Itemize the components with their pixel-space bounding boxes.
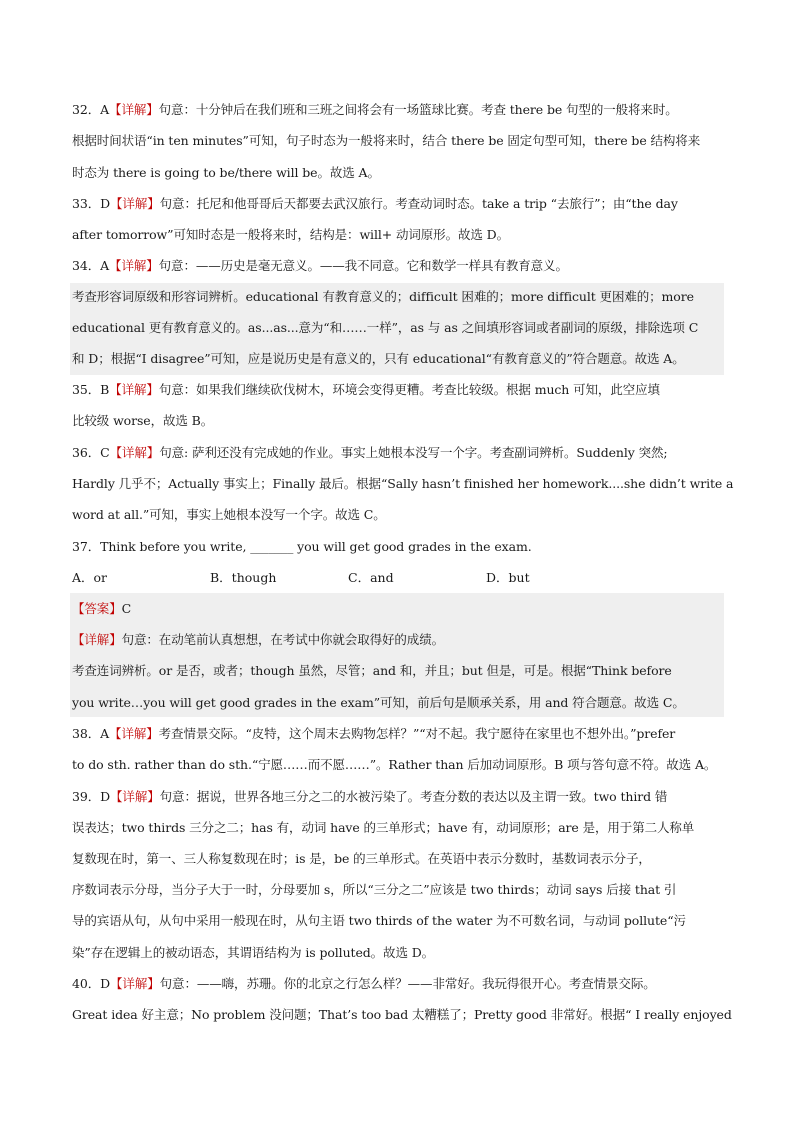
section-tag: 【详解】 (110, 789, 160, 804)
line-text: 37．Think before you write, _______ you will get good grades in the exam. (72, 539, 532, 554)
text-line (72, 319, 698, 337)
text-line (72, 1006, 732, 1024)
text-line (72, 101, 678, 119)
text-line (72, 850, 651, 868)
line-text: Hardly 几乎不；Actually 事实上；Finally 最后。根据“Sally hasn’t finished her homework....she didn’t write a (72, 476, 734, 491)
line-text: 复数现在时，第一、三人称复数现在时；is 是，be 的三单形式。在英语中表示分数时，基数词表示分子， (72, 851, 651, 866)
question-number: 34．A (72, 258, 110, 273)
text-line (72, 475, 733, 493)
section-tag: 【详解】 (110, 976, 160, 991)
line-text: 句意：如果我们继续砍伐树木，环境会变得更糟。考查比较级。根据 much 可知，此空应填 (158, 382, 660, 397)
question-number: 33．D (72, 196, 111, 211)
line-text: 考查情景交际。“皮特，这个周末去购物怎样？”“对不起。我宁愿待在家里也不想外出。”prefer (158, 726, 676, 741)
text-line (72, 444, 667, 462)
section-tag: 【答案】 (72, 601, 122, 616)
question-number: 38．A (72, 726, 110, 741)
text-line (72, 257, 568, 275)
option-c: C．and (348, 570, 394, 585)
section-tag: 【详解】 (109, 102, 159, 117)
line-text: 误表达；two thirds 三分之二；has 有，动词 have 的三单形式；have 有，动词原形；are 是，用于第二人称单 (72, 820, 695, 835)
option-a: A．or (72, 570, 108, 585)
text-line (72, 662, 672, 680)
line-text: 句意：——历史是毫无意义。——我不同意。它和数学一样具有教育意义。 (158, 258, 568, 273)
option-d: D．but (486, 570, 530, 585)
text-line (72, 912, 686, 930)
line-text: you write…you will get good grades in the exam”可知，前后句是顺承关系，用 and 符合题意。故选 C。 (72, 695, 685, 710)
line-text: 考查形容词原级和形容词辨析。educational 有教育意义的；difficult 困难的；more difficult 更困难的；more (72, 289, 694, 304)
section-tag: 【详解】 (109, 258, 159, 273)
text-line (72, 164, 380, 182)
section-tag: 【详解】 (109, 445, 160, 460)
line-text: 句意：托尼和他哥哥后天都要去武汉旅行。考查动词时态。take a trip “去旅行”；由“the day (159, 196, 678, 211)
text-line (72, 600, 131, 618)
text-line (72, 725, 675, 743)
line-text: educational 更有教育意义的。as...as...意为“和……一样”，as 与 as 之间填形容词或者副词的原级，排除选项 C (72, 320, 699, 335)
text-line (72, 381, 660, 399)
section-tag: 【详解】 (109, 382, 159, 397)
line-text: after tomorrow”可知时态是一般将来时，结构是：will+ 动词原形。故选 D。 (72, 227, 509, 242)
question-number: 32．A (72, 102, 110, 117)
question-number: 35．B (72, 382, 110, 397)
line-text: C (121, 601, 132, 616)
text-line (72, 195, 678, 213)
text-line (72, 132, 700, 150)
text-line (72, 538, 532, 556)
section-tag: 【详解】 (72, 632, 122, 647)
text-line (72, 944, 434, 962)
question-number: 36．C (72, 445, 110, 460)
text-line (72, 412, 213, 430)
line-text: 句意：——嗨，苏珊。你的北京之行怎么样？——非常好。我玩得很开心。考查情景交际。 (159, 976, 656, 991)
text-line (72, 350, 685, 368)
line-text: 句意：十分钟后在我们班和三班之间将会有一场篮球比赛。考查 there be 句型的一般将来时。 (158, 102, 678, 117)
text-line (72, 631, 444, 649)
question-number: 40．D (72, 976, 111, 991)
line-text: 时态为 there is going to be/there will be。故选 A。 (72, 165, 380, 180)
text-line (72, 506, 386, 524)
line-text: 染”存在逻辑上的被动语态，其谓语结构为 is polluted。故选 D。 (72, 945, 435, 960)
text-line (72, 226, 509, 244)
text-line (72, 819, 694, 837)
option-b: B．though (210, 570, 277, 585)
text-line (72, 288, 694, 306)
text-line (72, 756, 716, 774)
line-text: Great idea 好主意；No problem 没问题；That’s too bad 太糟糕了；Pretty good 非常好。根据“ I really enjoyed (72, 1007, 732, 1022)
text-line (72, 881, 676, 899)
line-text: 导的宾语从句，从句中采用一般现在时，从句主语 two thirds of the water 为不可数名词，与动词 pollute“污 (72, 913, 686, 928)
line-text: 句意：在动笔前认真想想，在考试中你就会取得好的成绩。 (121, 632, 445, 647)
section-tag: 【详解】 (110, 196, 160, 211)
line-text: word at all.”可知，事实上她根本没写一个字。故选 C。 (72, 507, 386, 522)
text-line (72, 788, 667, 806)
line-text: 根据时间状语“in ten minutes”可知，句子时态为一般将来时，结合 there be 固定句型可知，there be 结构将来 (72, 133, 701, 148)
line-text: 比较级 worse，故选 B。 (72, 413, 214, 428)
line-text: 句意：据说，世界各地三分之二的水被污染了。考查分数的表达以及主谓一致。two third 错 (159, 789, 668, 804)
text-line (72, 694, 685, 712)
line-text: 序数词表示分母，当分子大于一时，分母要加 s，所以“三分之二”应该是 two thirds；动词 says 后接 that 引 (72, 882, 677, 897)
question-number: 39．D (72, 789, 111, 804)
line-text: 和 D；根据“I disagree”可知，应是说历史是有意义的，只有 educational“有教育意义的”符合题意。故选 A。 (72, 351, 685, 366)
text-line (72, 975, 656, 993)
line-text: 句意: 萨利还没有完成她的作业。事实上她根本没写一个字。考查副词辨析。Suddenly 突然; (159, 445, 668, 460)
line-text: 考查连词辨析。or 是否，或者；though 虽然，尽管；and 和，并且；but 但是，可是。根据“Think before (72, 663, 672, 678)
line-text: to do sth. rather than do sth.“宁愿……而不愿……”。Rather than 后加动词原形。B 项与答句意不符。故选 A。 (72, 757, 717, 772)
section-tag: 【详解】 (109, 726, 159, 741)
